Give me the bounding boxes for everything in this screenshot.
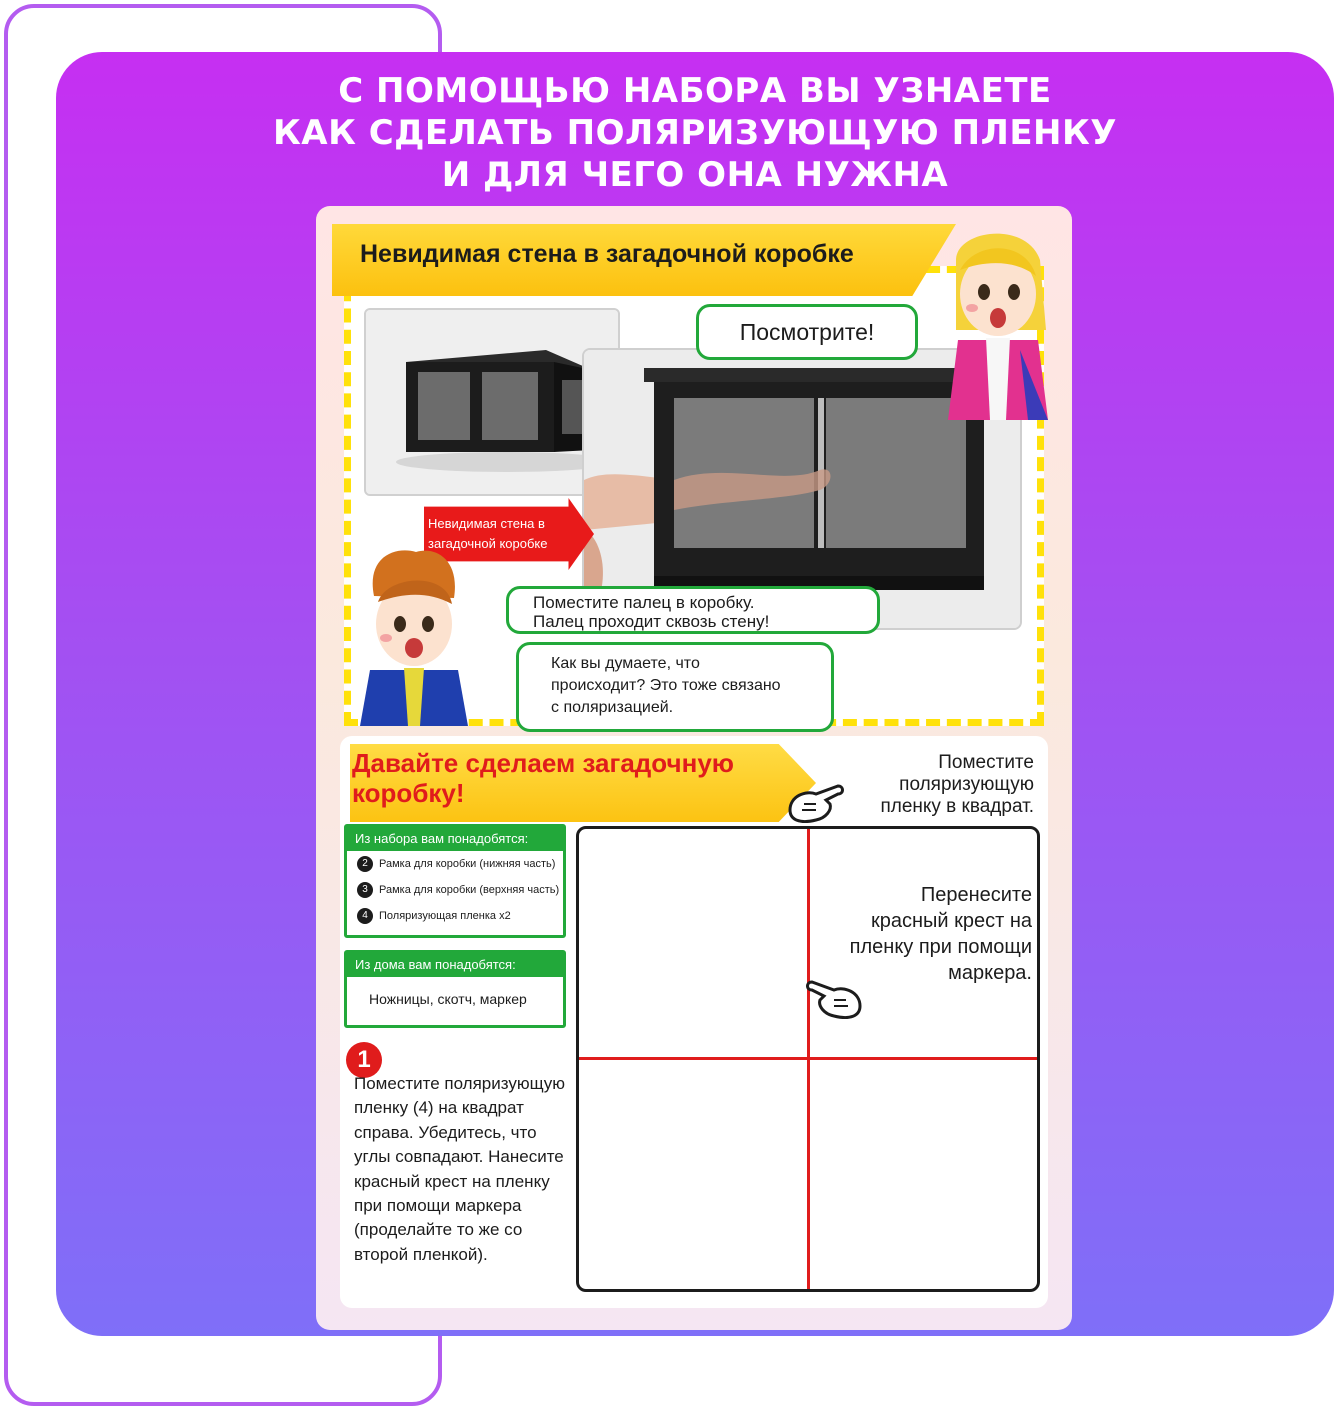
bottom-section bbox=[340, 736, 1048, 1308]
transfer-cross-note-line-2: красный крест на bbox=[870, 910, 1032, 932]
place-film-note-line-2: поляризующую bbox=[899, 774, 1034, 795]
transfer-cross-note-line-3: пленку при помощи bbox=[849, 936, 1032, 958]
speech-bubble-think bbox=[516, 642, 834, 732]
think-line-3: с поляризацией. bbox=[551, 699, 674, 716]
kit-item-label: Рамка для коробки (верхняя часть) bbox=[379, 884, 560, 896]
speech-bubble-finger bbox=[506, 586, 880, 634]
home-materials-header: Из дома вам понадобятся: bbox=[347, 953, 563, 977]
section-title-line-1: Давайте сделаем загадочную bbox=[352, 748, 734, 778]
section-title-line-2: коробку! bbox=[352, 778, 465, 808]
kit-item-label: Рамка для коробки (нижняя часть) bbox=[379, 858, 556, 870]
girl-image bbox=[936, 220, 1060, 420]
headline bbox=[56, 70, 1334, 196]
transfer-cross-note bbox=[810, 882, 1032, 986]
think-line-2: происходит? Это тоже связано bbox=[551, 677, 781, 694]
step-number-badge: 1 bbox=[346, 1042, 382, 1078]
transfer-cross-note-line-4: маркера. bbox=[948, 962, 1032, 984]
kit-item bbox=[347, 877, 563, 903]
think-line-1: Как вы думаете, что bbox=[551, 655, 700, 672]
section-title-make-box bbox=[352, 748, 772, 808]
boy-character-illustration bbox=[356, 546, 476, 726]
section-title-invisible-wall: Невидимая стена в загадочной коробке bbox=[360, 240, 854, 268]
kit-item-label: Поляризующая пленка x2 bbox=[379, 910, 511, 922]
place-film-note-line-1: Поместите bbox=[938, 752, 1034, 773]
home-materials-box bbox=[344, 950, 566, 1028]
pointing-hand-icon bbox=[786, 780, 844, 826]
instruction-page bbox=[316, 206, 1072, 1330]
red-arrow-label-line-1: Невидимая стена в bbox=[428, 516, 545, 531]
headline-line-1: С ПОМОЩЬЮ НАБОРА ВЫ УЗНАЕТЕ bbox=[338, 71, 1052, 111]
kit-materials-header: Из набора вам понадобятся: bbox=[347, 827, 563, 851]
place-film-note bbox=[834, 752, 1034, 818]
red-arrow-label-line-2: загадочной коробке bbox=[428, 536, 548, 551]
boy-image bbox=[356, 546, 476, 726]
girl-character-illustration bbox=[936, 220, 1060, 420]
transfer-cross-note-line-1: Перенесите bbox=[920, 884, 1032, 906]
finger-line-2: Палец проходит сквозь стену! bbox=[533, 612, 770, 631]
kit-item-number: 2 bbox=[357, 856, 373, 872]
home-materials-list: Ножницы, скотч, маркер bbox=[369, 991, 527, 1007]
kit-materials-box bbox=[344, 824, 566, 938]
place-film-note-line-3: пленку в квадрат. bbox=[880, 796, 1034, 817]
kit-item-number: 3 bbox=[357, 882, 373, 898]
kit-item bbox=[347, 851, 563, 877]
speech-bubble-look: Посмотрите! bbox=[696, 304, 918, 360]
red-cross-horizontal-line bbox=[579, 1057, 1037, 1060]
pointing-hand-icon bbox=[806, 976, 864, 1022]
finger-line-1: Поместите палец в коробку. bbox=[533, 593, 755, 612]
headline-line-3: И ДЛЯ ЧЕГО ОНА НУЖНА bbox=[441, 155, 949, 195]
step-instruction-text: Поместите поляризующую пленку (4) на квадрат справа. Убедитесь, что углы совпадают. Нанесите красный крест на пленку при помощи маркера (проделайте то же со второй пленкой). bbox=[354, 1074, 566, 1264]
kit-item-number: 4 bbox=[357, 908, 373, 924]
kit-item bbox=[347, 903, 563, 929]
headline-line-2: КАК СДЕЛАТЬ ПОЛЯРИЗУЮЩУЮ ПЛЕНКУ bbox=[272, 113, 1118, 153]
